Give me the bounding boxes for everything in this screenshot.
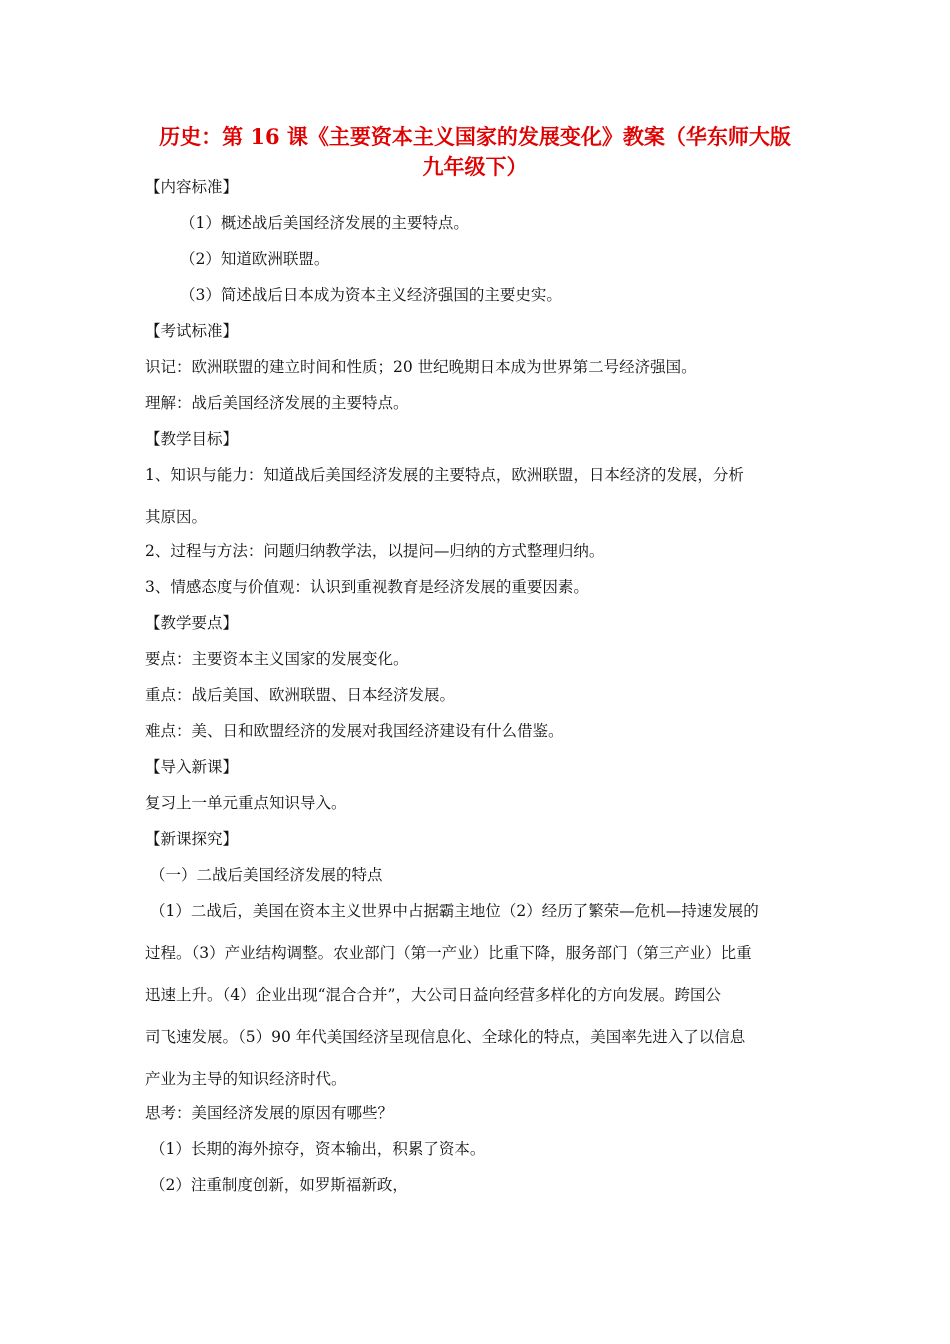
paragraph-line: 过程。（3）产业结构调整。农业部门（第一产业）比重下降，服务部门（第三产业）比重 (145, 944, 752, 962)
section-heading-teaching-goals: 【教学目标】 (145, 430, 239, 448)
paragraph-line: 识记：欧洲联盟的建立时间和性质；20 世纪晚期日本成为世界第二号经济强国。 (145, 358, 697, 376)
paragraph-line: 理解：战后美国经济发展的主要特点。 (145, 394, 409, 412)
paragraph-line: 司飞速发展。（5）90 年代美国经济呈现信息化、全球化的特点，美国率先进入了以信息 (145, 1028, 746, 1046)
paragraph-line: （2）注重制度创新，如罗斯福新政， (150, 1176, 408, 1194)
paragraph-line: 迅速上升。（4）企业出现“混合合并”，大公司日益向经营多样化的方向发展。跨国公 (145, 986, 721, 1004)
paragraph-line: （1）概述战后美国经济发展的主要特点。 (180, 214, 469, 232)
section-heading-exam-standard: 【考试标准】 (145, 322, 239, 340)
paragraph-line: 3、情感态度与价值观：认识到重视教育是经济发展的重要因素。 (145, 578, 589, 596)
title-line-1: 历史：第 16 课《主要资本主义国家的发展变化》教案（华东师大版 (159, 124, 791, 149)
section-heading-lesson-intro: 【导入新课】 (145, 758, 239, 776)
paragraph-line: 重点：战后美国、欧洲联盟、日本经济发展。 (145, 686, 456, 704)
title-line-2: 九年级下） (422, 154, 528, 179)
paragraph-line: （3）简述战后日本成为资本主义经济强国的主要史实。 (180, 286, 562, 304)
paragraph-line: 1、知识与能力：知道战后美国经济发展的主要特点，欧洲联盟，日本经济的发展，分析 (145, 466, 744, 484)
paragraph-line: 产业为主导的知识经济时代。 (145, 1070, 347, 1088)
paragraph-line: （2）知道欧洲联盟。 (180, 250, 330, 268)
paragraph-line: 难点：美、日和欧盟经济的发展对我国经济建设有什么借鉴。 (145, 722, 564, 740)
paragraph-line: 2、过程与方法：问题归纳教学法，以提问—归纳的方式整理归纳。 (145, 542, 605, 560)
section-heading-teaching-points: 【教学要点】 (145, 614, 239, 632)
section-heading-content-standard: 【内容标准】 (145, 178, 239, 196)
document-title (140, 122, 810, 182)
paragraph-line: 复习上一单元重点知识导入。 (145, 794, 347, 812)
paragraph-line: 其原因。 (145, 508, 208, 526)
paragraph-line: 要点：主要资本主义国家的发展变化。 (145, 650, 409, 668)
section-heading-new-lesson: 【新课探究】 (145, 830, 239, 848)
paragraph-line: （1）二战后，美国在资本主义世界中占据霸主地位（2）经历了繁荣—危机—持速发展的 (150, 902, 759, 920)
paragraph-line: （1）长期的海外掠夺，资本输出，积累了资本。 (150, 1140, 486, 1158)
paragraph-line: 思考：美国经济发展的原因有哪些？ (145, 1104, 394, 1122)
subsection-heading: （一）二战后美国经济发展的特点 (150, 866, 383, 884)
